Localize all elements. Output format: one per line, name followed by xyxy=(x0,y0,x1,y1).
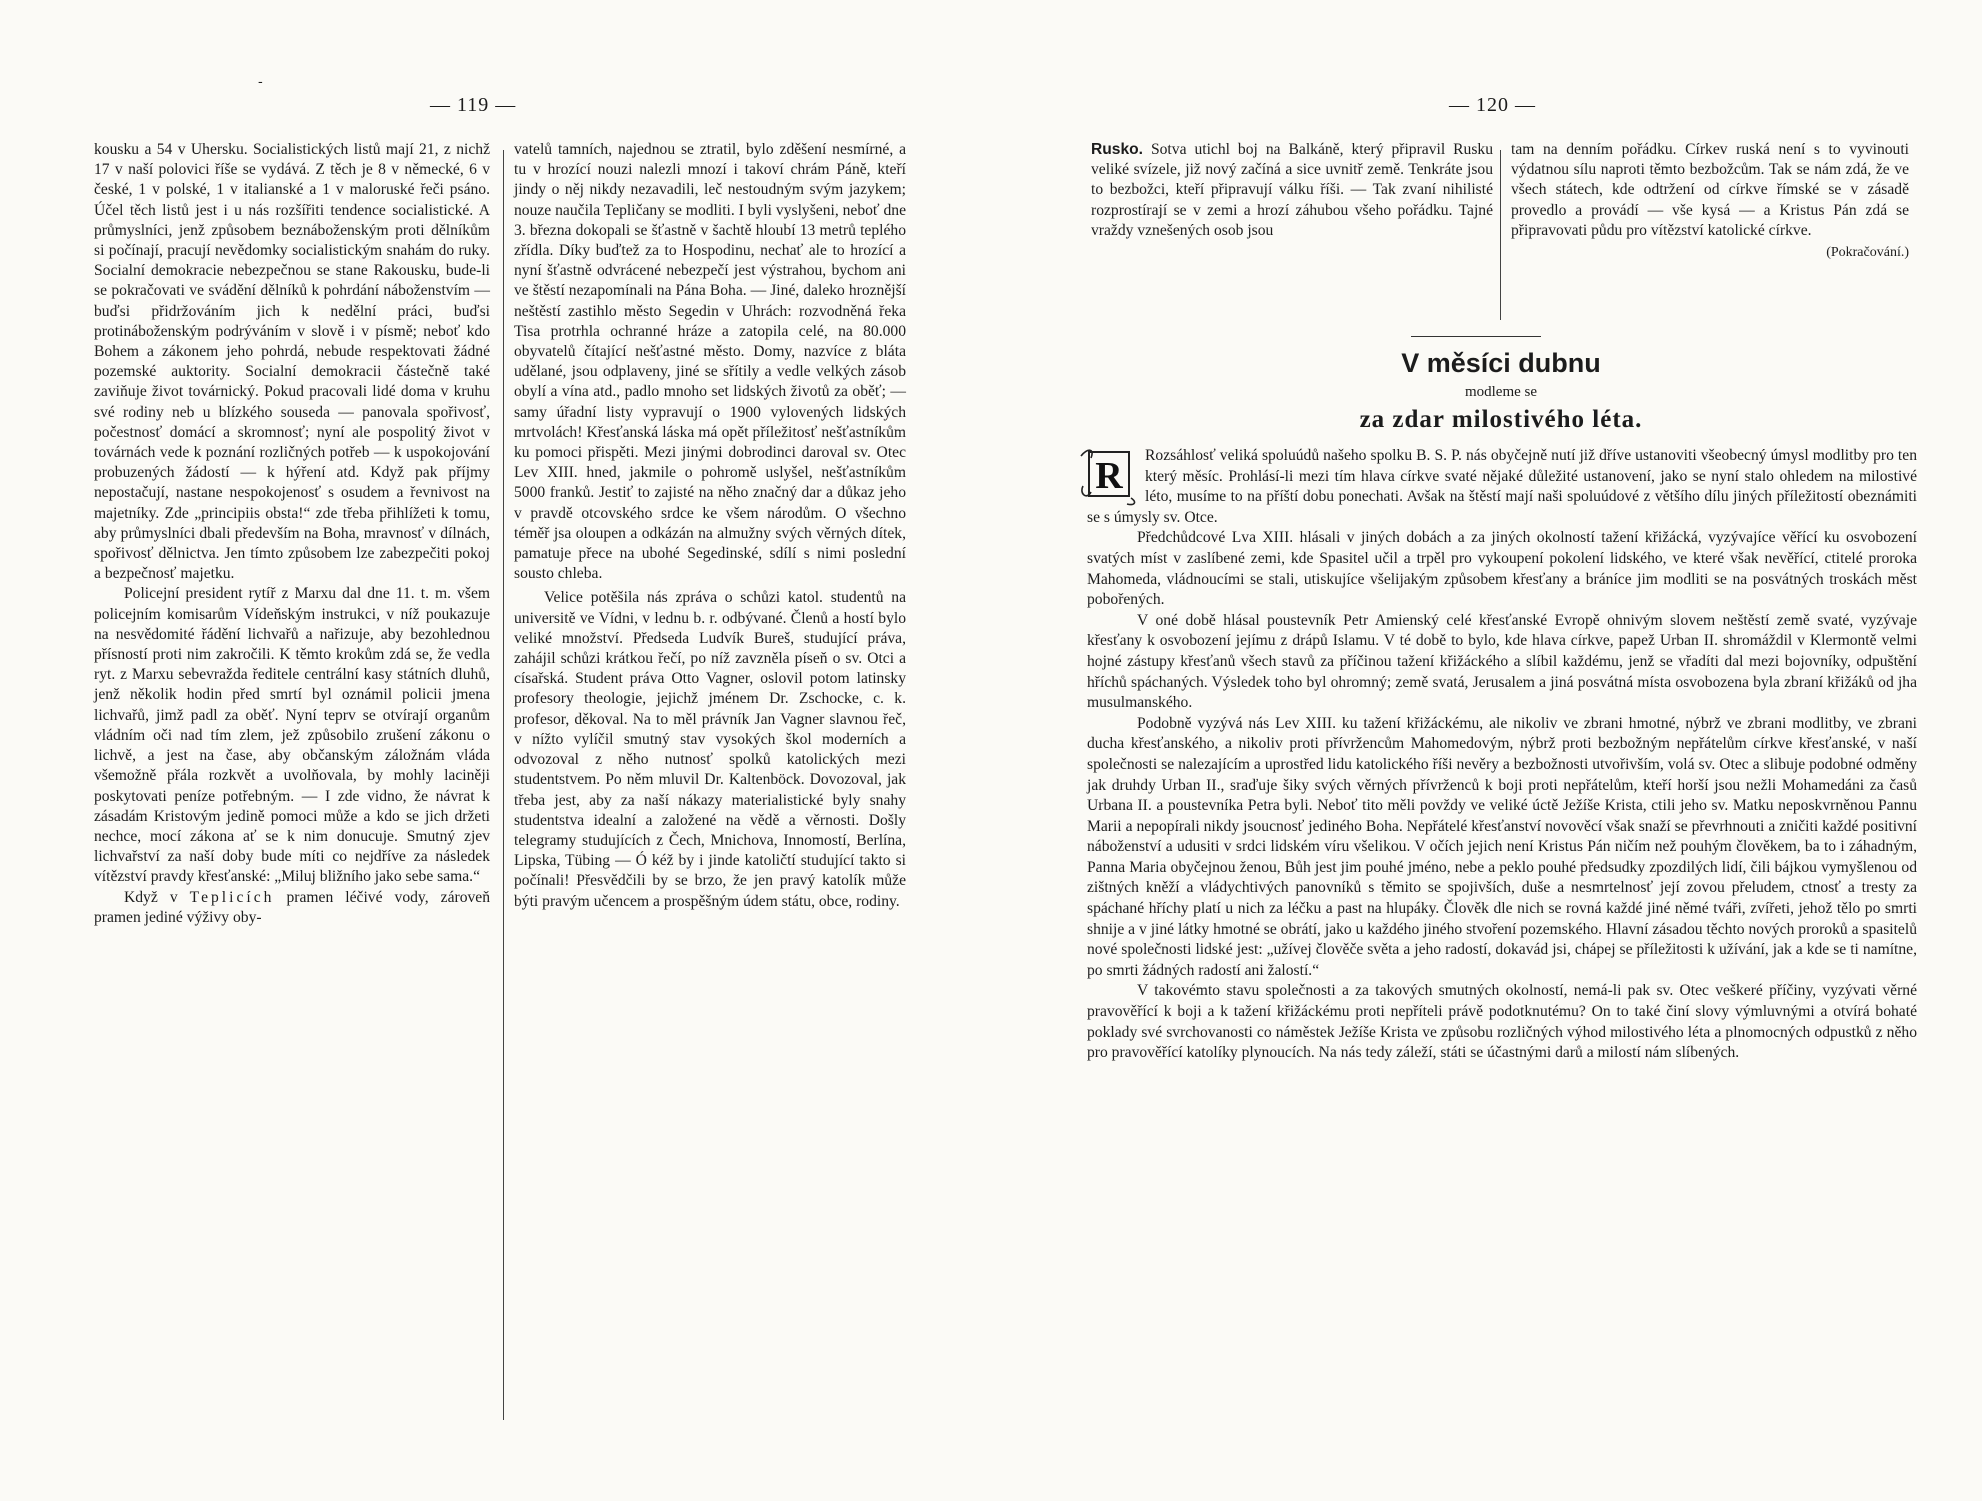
paragraph: Podobně vyzývá nás Lev XIII. ku tažení křižáckému, ale nikoliv ve zbrani hmotné, nýbrž ve zbrani modlitby, ve zbrani ducha křesťanského, a nikoliv proti přívržencům Mahomedovým, nýbrž proti bezbožným nepřátelům církve křesťanské, v naší společnosti se nalezajícím a uprostřed lidu katolického říši nevěry a bezbožnosti utvořivším, volá sv. Otec a slibuje podobné odměny jak druhdy Urban II., sraďuje šiky svých věrných přívrženců k boji proti nepřátelům, kteří horší jsou nežli Mohamedáni za časů Urbana II. a poustevníka Petra byli. Neboť tito měli povždy ve veliké úctě Ježíše Krista, ctili jeho sv. Matku neposkvrněnou Pannu Marii a nepopírali nikdy jsoucnosť jediného Boha. Nepřátelé křesťanství novověcí však snaží se převrhnouti a zničiti každé positivní náboženství a udusiti v srdci lidském víru všelikou. V očích jejich není Kristus Pán ničím než pouhým člověkem, ba to i záhadným, Panna Maria obyčejnou ženou, Bůh jest jim pouhé jméno, nebe a peklo pouhé předsudky zpozdilých lidí, čili bájkou vymyšlenou od zištných kněží a vládychtivých panovníků s těmito se spojivších, duše a nesmrtelnosť její zovou přeludem, ctnosť a tresty za spáchané hříchy platí u nich za léčku a past na hlupáky. Člověk dle nich se rovná každé jiné němé tváři, zvířeti, jehož tělo po smrti shnije a v jiné látky hmotné se obrátí, jako u každého jiného stvoření pozemského. Hlavní zásadou těchto nových proroků a spasitelů nové společnosti lidské jest: „užívej člověče světa a jeho radostí, dokavád jsi, chápej se příležitosti k užívání, jak a kde se ti namítne, po smrti žádných radostí ani žalostí.“ xyxy=(1087,714,1917,979)
paragraph: Předchůdcové Lva XIII. hlásali v jiných dobách a za jiných okolností tažení křižácká, vyzývajíce věřící ku osvobození svatých míst v zaslíbené zemi, kde Spasitel učil a trpěl pro vykoupení pokolení lidského, ve které však nevěřící, ctitelé proroka Mahomeda, vládnoucími se stali, utiskujíce všelijakým způsobem křesťany a bráníce jim modliti se na posvátných troskách měst pobořených. xyxy=(1087,529,1917,609)
paragraph: Policejní president rytíř z Marxu dal dne 11. t. m. všem policejním komisarům Vídeňským instrukci, v níž poukazuje na nesvědomité řádění lichvařů a nařizuje, aby bezohlednou přísností proti nim zakročili. K těmto krokům zdá se, že vedla ryt. z Marxu sebevražda ředitele centrální kasy státních dluhů, jenž několik hodin před smrtí byl oznámil policii jmena lichvařů, jimž padl za oběť. Nyní teprv se otvírají organům vládním oči nad tím zlem, jež způsobilo zrušení zákonu o lichvě, a jest na čase, aby občanským záložnám vláda všemožně přála rozkvět a uvolňovala, by mohly laciněji poskytovati peníze potřebným. — I zde vidno, že návrat k zásadám Kristovým jedině pomoci může a kdo se jich držeti nechce, mocí zákona ať se k nim donucuje. Smutný zjev lichvařství za naší doby bude míti co nejdříve za následek vítězství pravdy křesťanské: „Miluj bližního jako sebe sama.“ xyxy=(94,585,490,886)
svg-text:R: R xyxy=(1095,455,1123,497)
paragraph: Rozsáhlosť veliká spoluúdů našeho spolku B. S. P. nás obyčejně nutí již dříve ustanoviti všeobecný úmysl modlitby pro ten který měsíc. Prohlásí-li mezi tím hlava církve svaté nějaké důležité ustanovení, jako se nyní stalo ohledem na milostivé léto, musíme to na příští dobu ponechati. Avšak na štěstí mají naši spoluúdové z většího dílu jiných příležitostí obeznámiti se s úmysly sv. Otce. xyxy=(1087,447,1917,526)
page-number-right: — 120 — xyxy=(1449,94,1536,116)
right-page xyxy=(991,0,1982,1501)
paragraph: V oné době hlásal poustevník Petr Amienský celé křesťanské Evropě ohnivým slovem neštěstí země svaté, vyzývaje křesťany k osvobození jejímu z drápů Islamu. V té době to bylo, kde hlava církve, papež Urban II. shromáždil v Klermontě velmi hojné zástupy křesťanů všech stavů za příčinou tažení křižáckého a slíbil každému, jenž se vřadíti dal mezi bojovníky, odpuštění hříchů spáchaných. Výsledek toho byl ohromný; země svatá, Jerusalem a jiná posvátná místa osvobozena byla zbraní křižáků od jha musulmanského. xyxy=(1087,611,1917,712)
paragraph: Sotva utichl boj na Balkáně, který připravil Rusku veliké svízele, již nový začíná a sice uvnitř země. Tenkráte jsou to bezbožci, kteří připravují válku říši. — Tak zvaní nihilisté rozprostírají se v zemi a hrozí záhubou všeho pořádku. Tajné vraždy vznešených osob jsou xyxy=(1091,141,1493,239)
spaced-word: Teplicích xyxy=(189,888,275,906)
left-column-1 xyxy=(94,140,490,928)
left-column-2 xyxy=(514,140,906,912)
article-title-line: za zdar milostivého léta. xyxy=(1359,406,1643,433)
article-title: V měsíci dubnu xyxy=(1401,348,1601,378)
continued-note: (Pokračování.) xyxy=(1826,245,1909,261)
russia-column-2 xyxy=(1511,140,1909,263)
ornamental-initial-r-icon xyxy=(1077,446,1139,506)
margin-mark: - xyxy=(258,74,263,90)
paragraph: tam na denním pořádku. Církev ruská není s to vyvinouti výdatnou sílu naproti těmto bezbožcům. Tak se nám zdá, že ve všech státech, kde odtržení od církve římské se v zásadě provedlo a provádí — vše kysá — a Kristus Pán zdá se připravovati půdu pro vítězství katolické církve. xyxy=(1511,141,1909,239)
section-heading: Rusko. xyxy=(1091,141,1143,158)
article-subtitle: modleme se xyxy=(1464,384,1538,400)
column-divider xyxy=(1500,150,1501,320)
paragraph: vatelů tamních, najednou se ztratil, bylo zděšení nesmírné, a tu v hrozící nouzi nalezli mnozí i takoví chrám Páně, kteří jindy o něj nikdy nezavadili, leč nestoudným svým jazykem; nouze naučila Tepličany se modliti. I byli vyslyšeni, neboť dne 3. března dokopali se šťastně v šachtě hloubí 13 metrů teplého zřídla. Díky buďtež za to Hospodinu, nechať ale to hrozící a nyní šťastně odvrácené nebezpečí jest výstrahou, bychom ani ve štěstí nezapomínali na Pána Boha. — Jiné, daleko hroznější neštěstí zastihlo město Segedin v Uhrách: rozvodněná řeka Tisa protrhla ochranné hráze a zatopila celé, na 80.000 obyvatelů čítající nešťastné město. Domy, nazvíce z bláta udělané, jsou odplaveny, jiné se sřítily a vedle velkých zásob obylí a vína atd., padlo mnoho set lidských životů za oběť; — samy úřadní listy vypravují o 1900 vylovených lidských mrtvolách! Křesťanská láska má opět příležitosť nešťastníkům ku pomoci přispěti. Mezi jinými dobrodinci daroval sv. Otec Lev XIII. hned, jakmile o pohromě uslyšel, nešťastníkům 5000 franků. Jestiť to zajisté na něho značný dar a důkaz jeho v pravdě otcovského srdce ke všem národům. O všechno téměř jsa oloupen a odkázán na almužny svých věrných dítek, pamatuje přece na ubohé Segedinské, sdílí s nimi poslední sousto chleba. xyxy=(514,141,907,583)
russia-column-1 xyxy=(1091,140,1493,241)
article-body xyxy=(1087,446,1917,1064)
paragraph xyxy=(94,888,490,928)
text-span: pramen léčivé vody, zároveň pramen jediné výživy oby- xyxy=(94,888,491,926)
paragraph: Velice potěšila nás zpráva o schůzi katol. studentů na universitě ve Vídni, v lednu b. r. odbývané. Členů a hostí bylo veliké množství. Předseda Ludvík Bureš, studující práva, zahájil schůzi krátkou řečí, po níž zavzněla píseň o sv. Otci a císařská. Student práva Otto Vagner, oslovil potom latinsky profesory theologie, jejichž jménem Dr. Zschocke, c. k. profesor, děkoval. Na to měl právník Jan Vagner slavnou řeč, v nížto vylíčil smutný stav vysokých škol moderních a odvozoval z něho nutnosť spolků katolických mezi studentstvem. Po něm mluvil Dr. Kaltenböck. Dovozoval, jak třeba jest, aby za naší nákazy materialistické byly snahy studentstva idealní a založené na vědě a věrnosti. Došly telegramy studujících z Čech, Mnichova, Innomostí, Berlína, Lipska, Tübing — Ó kéž by i jinde katoličtí studující takto si počínali! Přesvědčili by se brzo, že jen pravý katolík může býti pravým učencem a prospěšným údem státu, obce, rodiny. xyxy=(514,589,906,910)
page-number-left: — 119 — xyxy=(430,94,517,116)
paragraph: kousku a 54 v Uhersku. Socialistických listů mají 21, z nichž 17 v naší polovici říše se vydává. Z těch je 8 v německé, 6 v české, 1 v polské, 1 v italianské a 1 v maloruské řeči psáno. Účel těch listů jest i u nás rozšířiti tendence socialistické. A průmyslníci, jenž způsobem beznáboženským proti dělníkům si počínají, pracují nevědomky socialistickým snahám do ruky. Socialní demokracie nebezpečnou se stane Rakousku, bude-li se pokračovati ve svádění dělníků k pohrdání náboženstvím — buďsi přidržováním jich k nedělní práci, buďsi protináboženským podrýváním v slově i v písmě; neboť kdo Bohem a zákonem jeho pohrdá, nebude respektovati žádné pozemské auktority. Socialní demokracii částečně také zaviňuje život továrnický. Pokud pracovali lidé doma v kruhu své rodiny neb u blízkého souseda — panovala spořivosť, počestnosť domácí a skromnosť; nyní ale pospolitý život v továrnách vede k poznání rozličných potřeb — k uspokojování probuzených žádostí — k hýření atd. Když pak příjmy nepostačují, nastane nespokojenosť s osudem a řevnivost na majetníky. Zde „principiis obsta!“ zde třeba přihlížeti k tomu, aby průmyslníci dbali především na Boha, mravnosť v dílnách, spořivosť dělnictva. Jen tímto způsobem lze zabezpečiti pokoj a bezpečnosť majetku. xyxy=(94,141,490,583)
text-span: Když v xyxy=(124,888,190,906)
paragraph: V takovémto stavu společnosti a za takových smutných okolností, nemá-li pak sv. Otec veškeré příčiny, vyzývati věrné pravověřící k boji a k tažení křižáckému proti nepříteli právě podotknutému? On to také činí slovy výmluvnými a otvírá bohaté poklady své svrchovanosti co náměstek Ježíše Krista ve způsobu rozličných výhod milostivého léta a plnomocných odpustků z něho pro pravověřící katolíky plynoucích. Na nás tedy záleží, státi se účastnými darů a milostí nám slíbených. xyxy=(1087,982,1917,1062)
section-divider xyxy=(1411,336,1541,337)
column-divider xyxy=(503,150,504,1420)
